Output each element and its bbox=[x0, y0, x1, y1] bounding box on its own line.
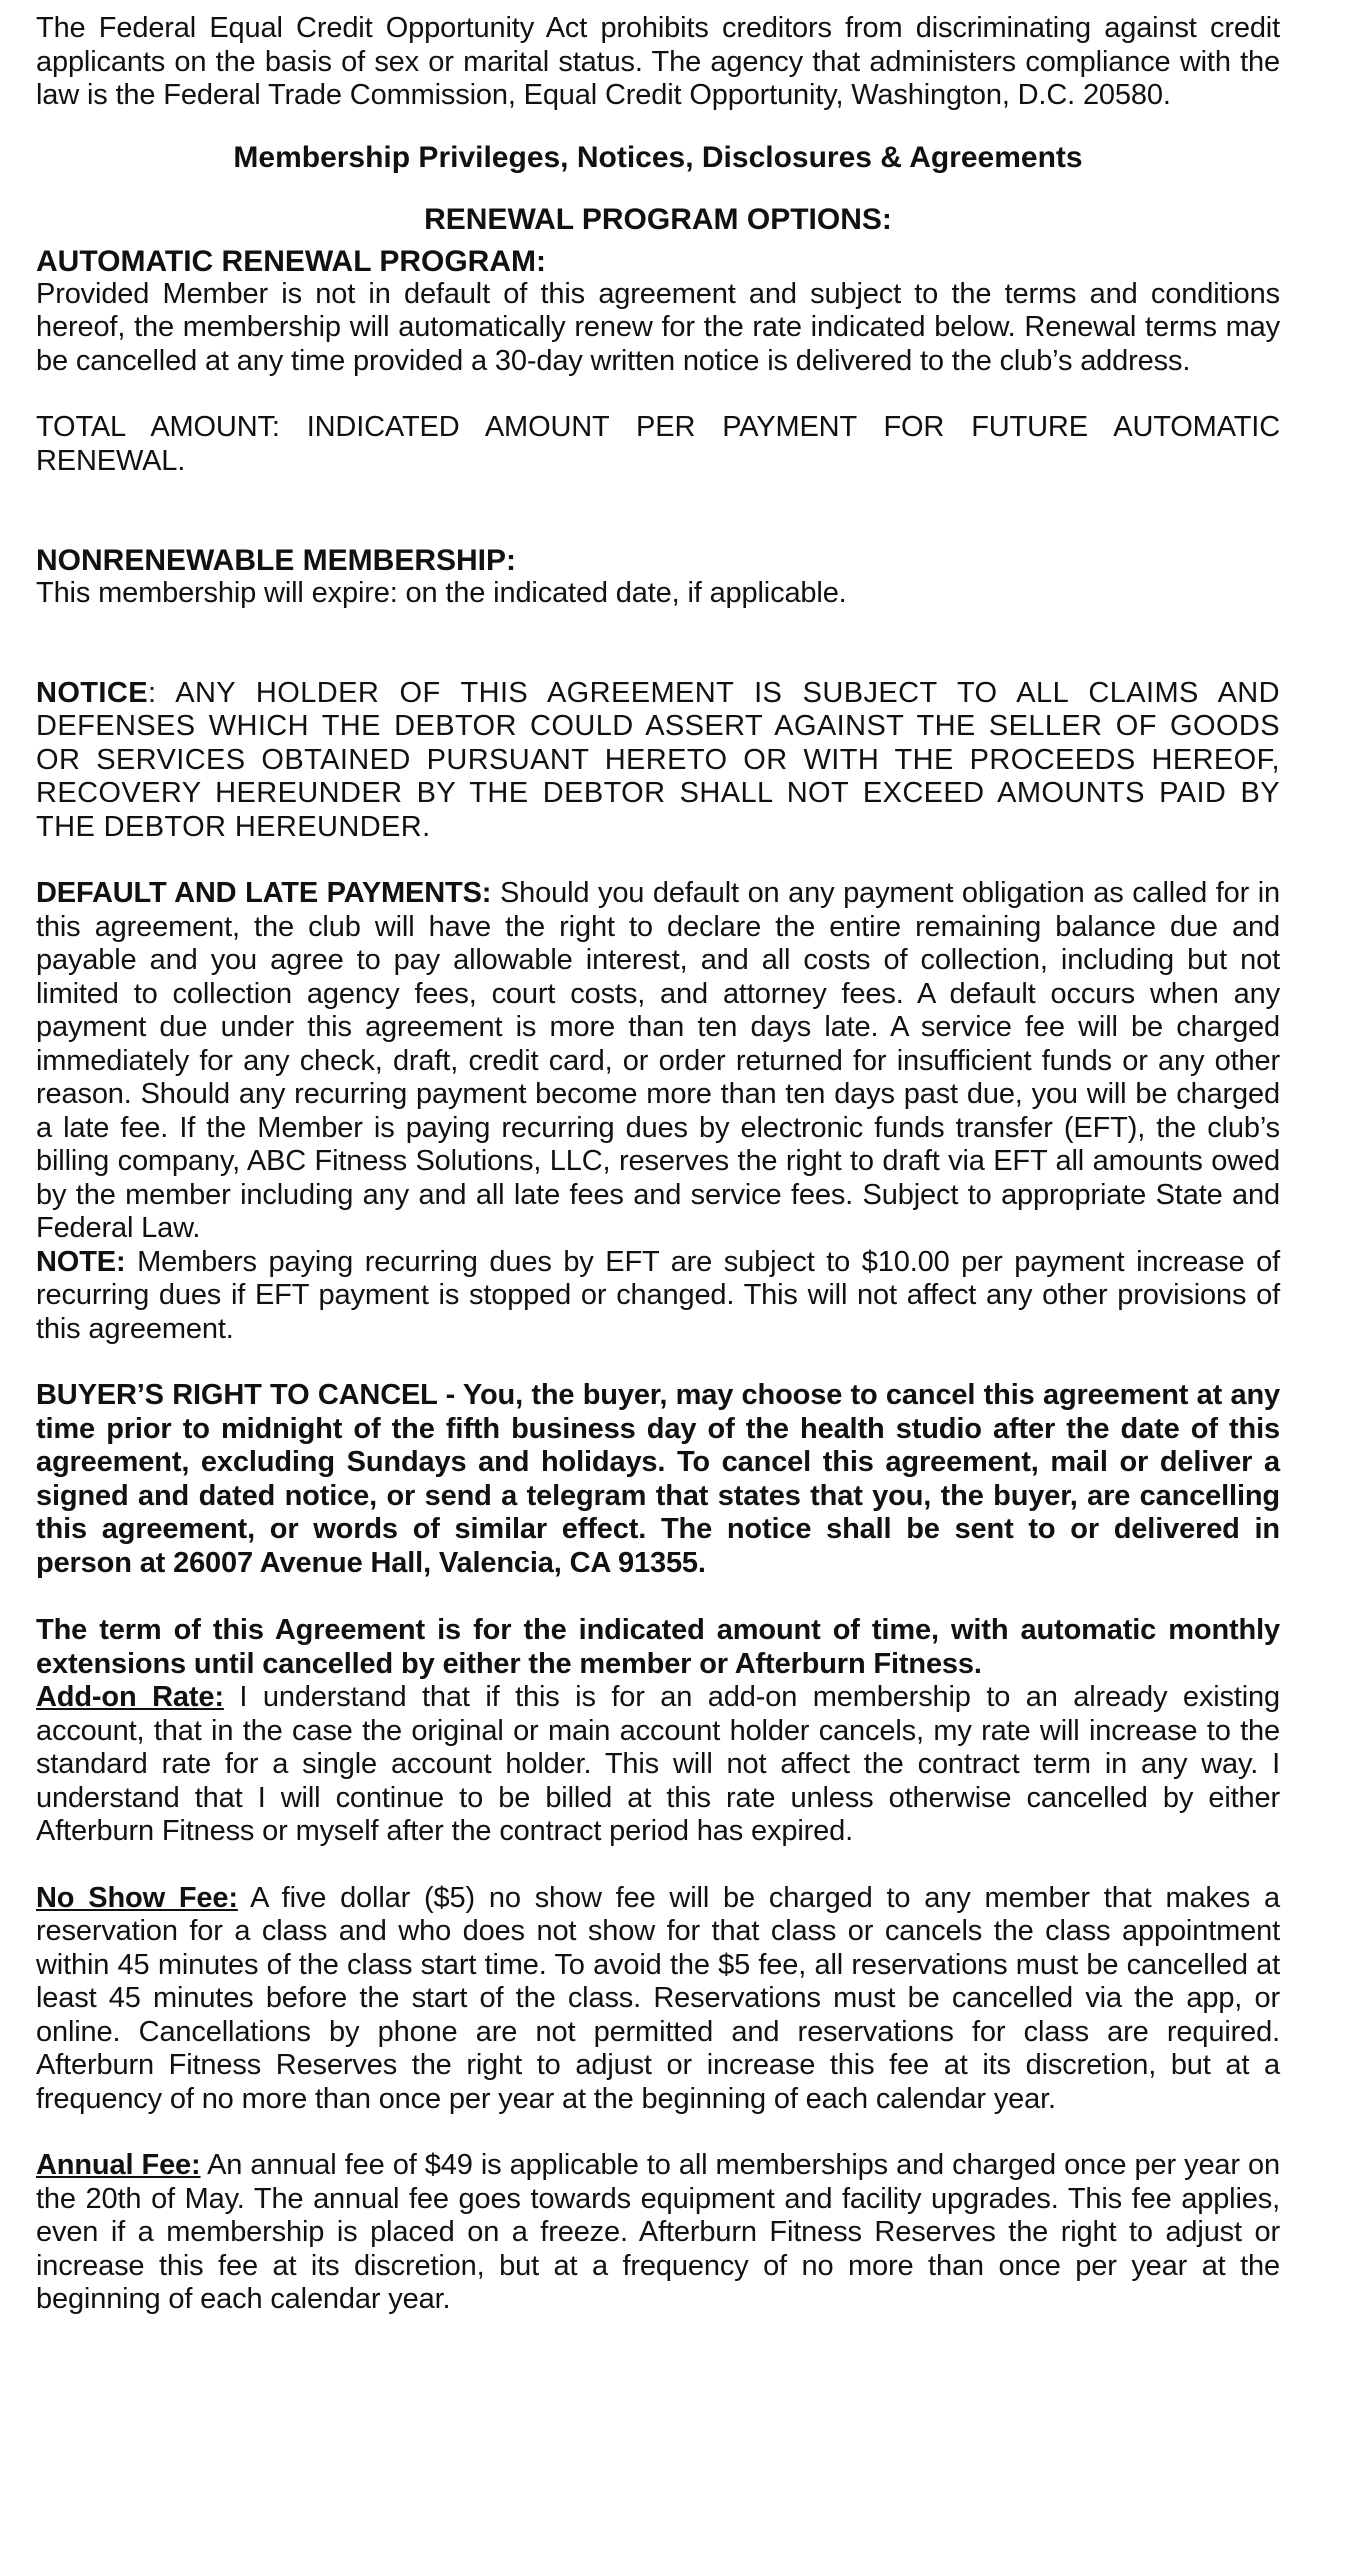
annual-fee-paragraph bbox=[36, 2149, 1280, 2317]
spacer bbox=[36, 1849, 1280, 1882]
no-show-fee-label: No Show Fee: bbox=[36, 1881, 238, 1914]
addon-rate-label: Add-on Rate: bbox=[36, 1681, 224, 1713]
annual-fee-body: An annual fee of $49 is applicable to all memberships and charged once per year on the 20th of May. The annual fee goes towards equipment and facility upgrades. This fee applies, even if a membership is placed on a freeze. Afterburn Fitness Reserves the right to adjust or increase this fee at its discretion, but at a frequency of no more than once per year at the beginning of each calendar year. bbox=[36, 2149, 1280, 2315]
spacer bbox=[36, 378, 1280, 411]
spacer bbox=[36, 2116, 1280, 2149]
auto-renewal-paragraph: Provided Member is not in default of this agreement and subject to the terms and conditions hereof, the membership will automatically renew for the rate indicated below. Renewal terms may be cancelled at any time provided a 30-day written notice is delivered to the club’s address. bbox=[36, 277, 1280, 377]
annual-fee-label: Annual Fee: bbox=[36, 2149, 201, 2181]
default-label: DEFAULT AND LATE PAYMENTS: bbox=[36, 877, 492, 909]
notice-body: : ANY HOLDER OF THIS AGREEMENT IS SUBJECT TO ALL CLAIMS AND DEFENSES WHICH THE DEBTOR COULD ASSERT AGAINST THE SELLER OF GOODS OR SERVICES OBTAINED PURSUANT HERETO OR WITH THE PROCEEDS HEREOF, RECOVERY HEREUNDER BY THE DEBTOR SHALL NOT EXCEED AMOUNTS PAID BY THE DEBTOR HEREUNDER. bbox=[36, 676, 1280, 843]
section-title: Membership Privileges, Notices, Disclosures & Agreements bbox=[233, 140, 1083, 174]
nonrenewable-heading: NONRENEWABLE MEMBERSHIP: bbox=[36, 544, 517, 577]
auto-renewal-heading: AUTOMATIC RENEWAL PROGRAM: bbox=[36, 244, 546, 278]
spacer bbox=[36, 113, 1280, 141]
spacer bbox=[36, 175, 1280, 203]
note-body: Members paying recurring dues by EFT are subject to $10.00 per payment increase of recurring dues if EFT payment is stopped or changed. This will not affect any other provisions of this agreement. bbox=[36, 1245, 1280, 1345]
notice-label: NOTICE bbox=[36, 676, 148, 709]
total-amount-paragraph: TOTAL AMOUNT: INDICATED AMOUNT PER PAYMENT FOR FUTURE AUTOMATIC RENEWAL. bbox=[36, 411, 1280, 477]
buyers-right-to-cancel-paragraph: BUYER’S RIGHT TO CANCEL - You, the buyer, may choose to cancel this agreement at any time prior to midnight of the fifth business day of the health studio after the date of this agreement, excluding Sundays and holidays. To cancel this agreement, mail or deliver a signed and dated notice, or send a telegram that states that you, the buyer, are cancelling this agreement, or words of similar effect. The notice shall be sent to or delivered in person at 26007 Avenue Hall, Valencia, CA 91355. bbox=[36, 1379, 1280, 1579]
no-show-fee-paragraph bbox=[36, 1882, 1280, 2117]
ecoa-paragraph: The Federal Equal Credit Opportunity Act prohibits creditors from discriminating against credit applicants on the basis of sex or marital status. The agency that administers compliance with the law is the Federal Trade Commission, Equal Credit Opportunity, Washington, D.C. 20580. bbox=[36, 12, 1280, 111]
nonrenewable-paragraph: This membership will expire: on the indicated date, if applicable. bbox=[36, 577, 847, 609]
note-paragraph bbox=[36, 1246, 1280, 1347]
note-label: NOTE: bbox=[36, 1245, 126, 1278]
spacer bbox=[36, 478, 1280, 544]
renewal-options-title: RENEWAL PROGRAM OPTIONS: bbox=[424, 202, 892, 236]
spacer bbox=[36, 1580, 1280, 1614]
spacer bbox=[36, 844, 1280, 877]
addon-rate-body: I understand that if this is for an add-on membership to an already existing account, that in the case the original or main account holder cancels, my rate will increase to the standard rate for a single account holder. This will not affect the contract term in any way. I understand that I will continue to be billed at this rate unless otherwise cancelled by either Afterburn Fitness or myself after the contract period has expired. bbox=[36, 1681, 1281, 1847]
no-show-fee-body: A five dollar ($5) no show fee will be charged to any member that makes a reservation for a class and who does not show for that class or cancels the class appointment within 45 minutes of the class start time. To avoid the $5 fee, all reservations must be cancelled at least 45 minutes before the start of the class. Reservations must be cancelled via the app, or online. Cancellations by phone are not permitted and reservations for class are required. Afterburn Fitness Reserves the right to adjust or increase this fee at its discretion, but at a frequency of no more than once per year at the beginning of each calendar year. bbox=[36, 1881, 1280, 2115]
notice-paragraph bbox=[36, 677, 1280, 845]
addon-rate-paragraph bbox=[36, 1681, 1280, 1849]
spacer bbox=[36, 611, 1280, 677]
term-paragraph: The term of this Agreement is for the indicated amount of time, with automatic monthly extensions until cancelled by either the member or Afterburn Fitness. bbox=[36, 1614, 1280, 1680]
spacer bbox=[36, 237, 1280, 245]
spacer bbox=[36, 1346, 1280, 1379]
default-body: Should you default on any payment obligation as called for in this agreement, the club will have the right to declare the entire remaining balance due and payable and you agree to pay allowable interest, and all costs of collection, including but not limited to collection agency fees, court costs, and attorney fees. A default occurs when any payment due under this agreement is more than ten days late. A service fee will be charged immediately for any check, draft, credit card, or order returned for insufficient funds or any other reason. Should any recurring payment become more than ten days past due, you will be charged a late fee. If the Member is paying recurring dues by electronic funds transfer (EFT), the club’s billing company, ABC Fitness Solutions, LLC, reserves the right to draft via EFT all amounts owed by the member including any and all late fees and service fees. Subject to appropriate State and Federal Law. bbox=[36, 877, 1280, 1244]
default-paragraph bbox=[36, 877, 1280, 1246]
